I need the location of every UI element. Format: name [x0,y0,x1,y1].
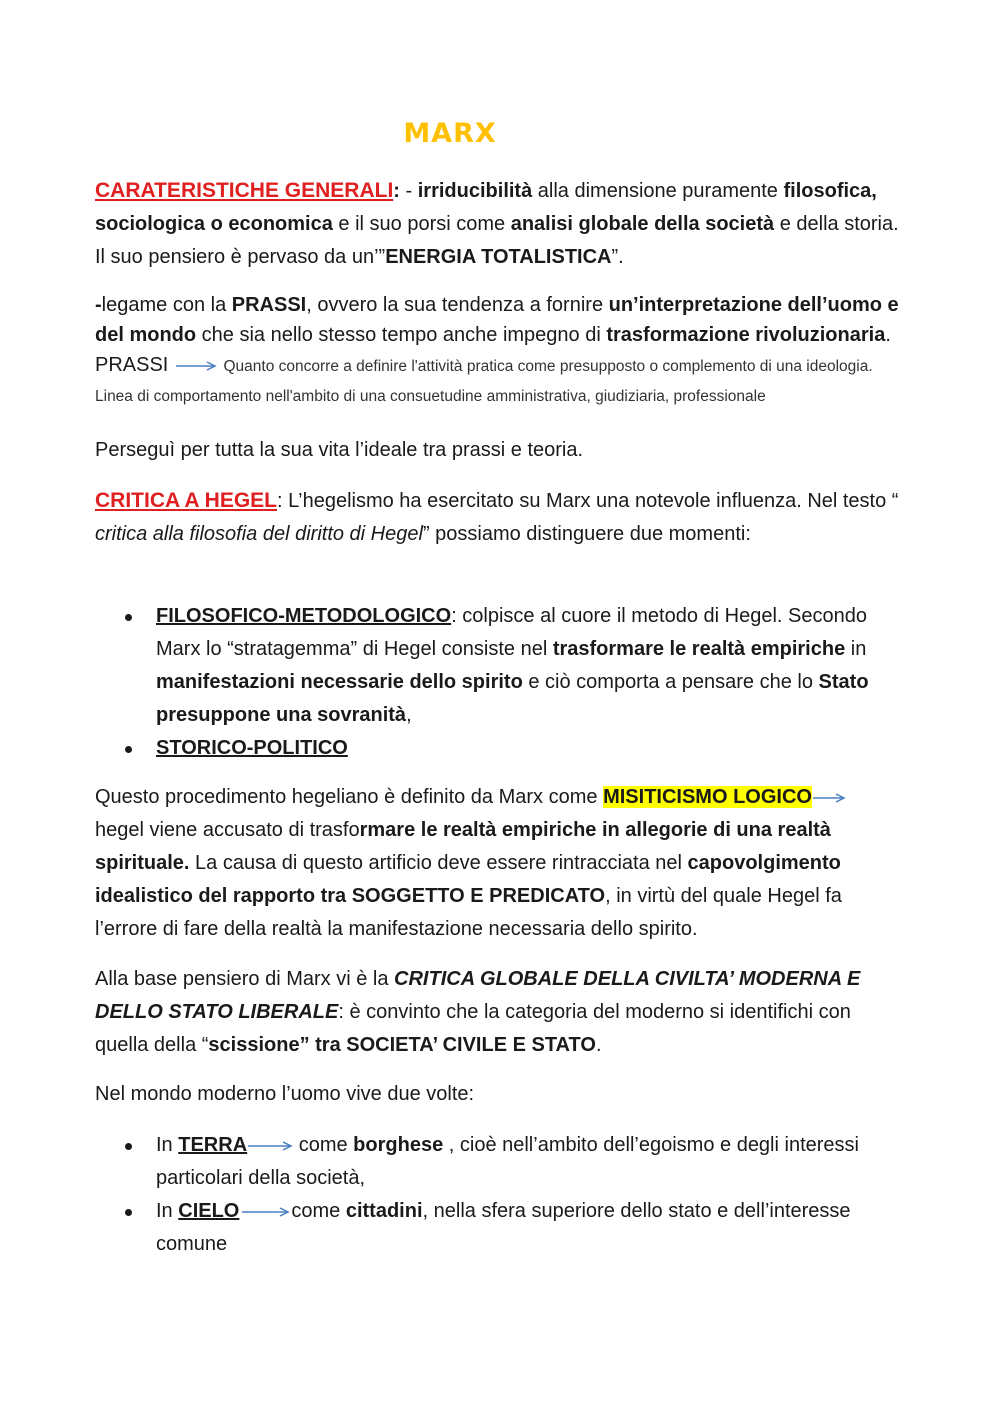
list-item [95,732,905,765]
bold-text: - [95,294,102,316]
bold-text: un’interpretazione dell’uomo e del mondo [95,294,899,346]
text: : colpisce al cuore il metodo di Hegel. Secondo Marx lo “stratagemma” di Hegel consiste nel [156,605,867,660]
text: e il suo porsi come [332,213,511,235]
bold-text: cittadini [345,1200,423,1222]
text: , in virtù del quale Hegel fa l’errore di fare della realtà la manifestazione necessaria dello spirito. [95,885,842,940]
heading-critique-hegel: CRITICA A HEGEL [95,489,277,512]
text: : è convinto che la categoria del moderno si identifichi con quella della “ [95,1001,851,1056]
bold-text: trasformazione rivoluzionaria [606,324,886,346]
paragraph-critique-hegel [95,484,900,551]
praxis-definition-note: Quanto concorre a definire l'attività pratica come presupposto o complemento di una ideologia. Linea di comportamento nell'ambito di una consuetudine amministrativa, giudiziaria, professionale [95,358,873,405]
text: come [293,1134,354,1156]
bullet-icon [125,746,132,753]
moments-list [95,600,905,765]
bold-text: irriducibilità [417,180,533,202]
text: come [291,1200,346,1222]
bold-text: PRASSI [231,294,307,316]
list-item [95,1195,905,1261]
text: Questo procedimento hegeliano è definito da Marx come [95,786,604,808]
bold-text: rmare le realtà empiriche in allegorie di una realtà spirituale. [95,819,831,874]
paragraph-praxis-theory: Perseguì per tutta la sua vita l’ideale tra prassi e teoria. [95,439,584,461]
text: ” possiamo distinguere due momenti: [422,523,751,545]
text: legame con la [101,294,232,316]
list-item [95,600,905,732]
bold-text: Stato presuppone una sovranità [156,671,869,726]
text: In [156,1200,179,1222]
text: Alla base pensiero di Marx vi è la [95,968,395,990]
text: ”. [611,246,624,268]
bullet-icon [125,1143,132,1150]
text: La causa di questo artificio deve essere rintracciata nel [189,852,688,874]
paragraph-modern-world: Nel mondo moderno l’uomo vive due volte: [95,1083,475,1105]
paragraph-praxis [95,290,900,410]
heading-colon: : [393,180,400,202]
text: , ovvero la sua tendenza a fornire [306,294,609,316]
list-item-label: STORICO-POLITICO [156,737,348,759]
text: : L’hegelismo ha esercitato su Marx una notevole influenza. Nel testo “ [277,490,899,512]
bullet-icon [125,614,132,621]
bold-text: manifestazioni necessarie dello spirito [156,671,523,693]
list-item-label: FILOSOFICO-METODOLOGICO [156,605,452,627]
text: in [845,638,867,660]
bold-text: borghese [353,1134,444,1156]
list-item-label: TERRA [178,1134,248,1156]
page-title: MARX [403,118,497,149]
right-arrow-icon [239,1206,291,1218]
paragraph-critique-modern-civilization [95,963,900,1062]
right-arrow-icon [247,1140,293,1152]
text: , [406,704,412,726]
bold-text: scissione” tra SOCIETA’ CIVILE E STATO [208,1034,596,1056]
bold-text: capovolgimento idealistico del rapporto tra SOGGETTO E PREDICATO [95,852,841,907]
text: alla dimensione puramente [532,180,784,202]
heading-general-characteristics: CARATERISTICHE GENERALI [95,179,394,202]
bold-text: trasformare le realtà empiriche [552,638,846,660]
text: - [399,180,418,202]
paragraph-logical-mysticism [95,781,900,946]
highlighted-term: MISITICISMO LOGICO [603,786,812,808]
text: . [595,1034,602,1056]
text: hegel viene accusato di trasfo [95,819,360,841]
list-item-label: CIELO [178,1200,240,1222]
text: , cioè nell’ambito dell’egoismo e degli interessi particolari della società, [156,1134,859,1189]
bullet-icon [125,1209,132,1216]
list-item [95,1129,905,1195]
paragraph-general-characteristics [95,174,900,274]
text: In [156,1134,179,1156]
italic-text: critica alla filosofia del diritto di Hegel [95,523,423,545]
right-arrow-icon [174,360,218,372]
two-lives-list [95,1129,905,1261]
text: , nella sfera superiore dello stato e dell’interesse comune [156,1200,851,1255]
text: che sia nello stesso tempo anche impegno di [196,324,607,346]
right-arrow-icon [812,792,846,804]
bold-text: analisi globale della società [510,213,775,235]
bold-italic-text: CRITICA GLOBALE DELLA CIVILTA’ MODERNA E DELLO STATO LIBERALE [95,968,861,1023]
text: . PRASSI [95,324,891,376]
bold-text: filosofica, sociologica o economica [95,180,877,235]
text: e della storia. Il suo pensiero è pervaso da un’” [95,213,899,268]
bold-text: ENERGIA TOTALISTICA [385,246,612,268]
text: e ciò comporta a pensare che lo [522,671,819,693]
